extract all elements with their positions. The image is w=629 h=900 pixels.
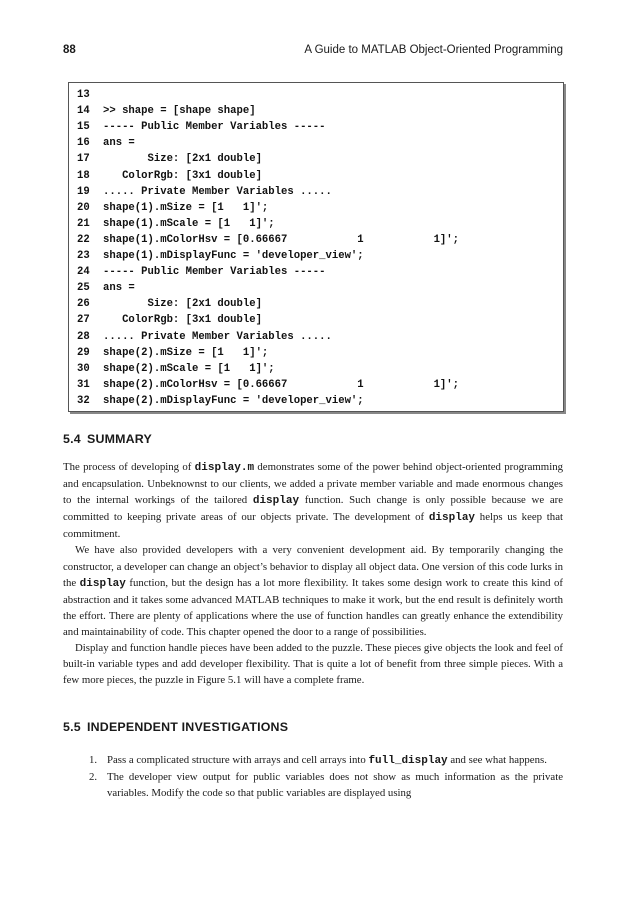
code-text: ..... Private Member Variables ..... (103, 330, 332, 343)
line-number: 22 (77, 233, 90, 246)
section-heading-investigations (63, 720, 288, 734)
line-number: 24 (77, 266, 90, 279)
code-line (77, 119, 326, 135)
line-number: 25 (77, 282, 90, 295)
line-number: 14 (77, 105, 90, 118)
line-number: 29 (77, 346, 90, 359)
code-listing (68, 82, 564, 412)
code-text: ----- Public Member Variables ----- (103, 121, 326, 134)
paragraph: We have also provided developers with a very convenient development aid. By temporarily changing the constructor, a developer can change an object’s behavior to display all object data. One version of this code lurks in the display function, but the design has a lot more flexibility. It takes some design work to create this kind of abstraction and it takes some advanced MATLAB techniques to make it work, but the end result is definitely worth the effort. There are plenty of applications where the use of function handles can greatly enhance the extendibility and maintainability of code. This chapter opened the door to a range of possibilities. (63, 544, 564, 638)
line-number: 27 (77, 314, 90, 327)
paragraph: The process of developing of display.m demonstrates some of the power behind object-oriented programming and encapsulation. Unbeknownst to our clients, we added a private member variable and made enormous changes to the internal workings of the tailored display function. Such change is only possible because we are committed to keeping private areas of our objects private. The development of display helps us keep that commitment. (63, 461, 563, 541)
code-text: >> shape = [shape shape] (103, 105, 256, 118)
page-number: 88 (63, 44, 76, 56)
list-item: 2. The developer view output for public variables does not show as much information as the private variables. Modify the code so that public variables are displayed using (89, 771, 563, 800)
code-line (77, 345, 268, 361)
section-number: 5.4 (63, 432, 81, 446)
inline-code: full_display (368, 755, 448, 767)
line-number: 21 (77, 217, 90, 230)
paragraph: Display and function handle pieces have been added to the puzzle. These pieces give objects the look and feel of built-in variable types and add developer flexibility. That is quite a lot of benefit from three simple pieces. With a few more pieces, the puzzle in Figure 5.1 will have a complete frame. (63, 642, 563, 687)
code-line (77, 87, 103, 103)
code-text: shape(2).mColorHsv = [0.66667 1 1]'; (103, 378, 460, 391)
code-text: ----- Public Member Variables ----- (103, 266, 326, 279)
code-text: ans = (103, 282, 135, 295)
section-heading-summary (63, 432, 152, 446)
investigations-list (63, 752, 563, 801)
code-text: shape(2).mScale = [1 1]'; (103, 362, 275, 375)
code-line (77, 200, 268, 216)
running-header (63, 44, 563, 62)
code-text: ..... Private Member Variables ..... (103, 185, 332, 198)
code-text: ColorRgb: [3x1 double] (103, 314, 262, 327)
line-number: 28 (77, 330, 90, 343)
section-title: INDEPENDENT INVESTIGATIONS (87, 720, 289, 734)
code-line (77, 296, 262, 312)
code-line (77, 232, 459, 248)
inline-code: display (428, 512, 476, 525)
code-line (77, 312, 262, 328)
section-title: SUMMARY (87, 432, 152, 446)
line-number: 18 (77, 169, 90, 182)
line-number: 31 (77, 378, 90, 391)
code-text: ColorRgb: [3x1 double] (103, 169, 262, 182)
inline-code: display (252, 495, 300, 508)
code-line (77, 248, 364, 264)
code-line (77, 168, 262, 184)
code-text: ans = (103, 137, 135, 150)
code-line (77, 377, 459, 393)
line-number: 32 (77, 394, 90, 407)
code-line (77, 135, 135, 151)
line-number: 20 (77, 201, 90, 214)
code-text: shape(1).mDisplayFunc = 'developer_view'; (103, 250, 364, 262)
line-number: 16 (77, 137, 90, 150)
code-line (77, 264, 326, 280)
code-line (77, 361, 275, 377)
line-number: 17 (77, 153, 90, 166)
code-text: Size: [2x1 double] (103, 298, 262, 311)
code-line (77, 151, 262, 167)
code-text: shape(1).mColorHsv = [0.66667 1 1]'; (103, 233, 460, 246)
inline-code: display.m (194, 462, 255, 474)
line-number: 23 (77, 250, 90, 262)
code-text: shape(1).mSize = [1 1]'; (103, 201, 269, 214)
code-line (77, 184, 332, 200)
section-number: 5.5 (63, 720, 81, 734)
inline-code: display (79, 577, 126, 590)
line-number: 26 (77, 298, 90, 311)
list-marker: 1. (89, 754, 98, 766)
summary-body (63, 459, 563, 688)
code-line (77, 280, 135, 296)
list-marker: 2. (89, 771, 98, 784)
line-number: 15 (77, 121, 90, 134)
code-text: Size: [2x1 double] (103, 153, 262, 166)
list-item: 1. Pass a complicated structure with arrays and cell arrays into full_display and see what happens. (89, 754, 547, 767)
line-number: 30 (77, 362, 90, 375)
code-line (77, 103, 256, 119)
code-text: shape(2).mDisplayFunc = 'developer_view'; (103, 394, 364, 407)
line-number: 13 (77, 89, 90, 101)
line-number: 19 (77, 185, 90, 198)
code-text: shape(1).mScale = [1 1]'; (103, 217, 275, 230)
code-line (77, 216, 275, 232)
code-line (77, 393, 364, 409)
code-line (77, 329, 332, 345)
code-text: shape(2).mSize = [1 1]'; (103, 346, 269, 359)
running-title: A Guide to MATLAB Object-Oriented Programming (304, 44, 563, 56)
